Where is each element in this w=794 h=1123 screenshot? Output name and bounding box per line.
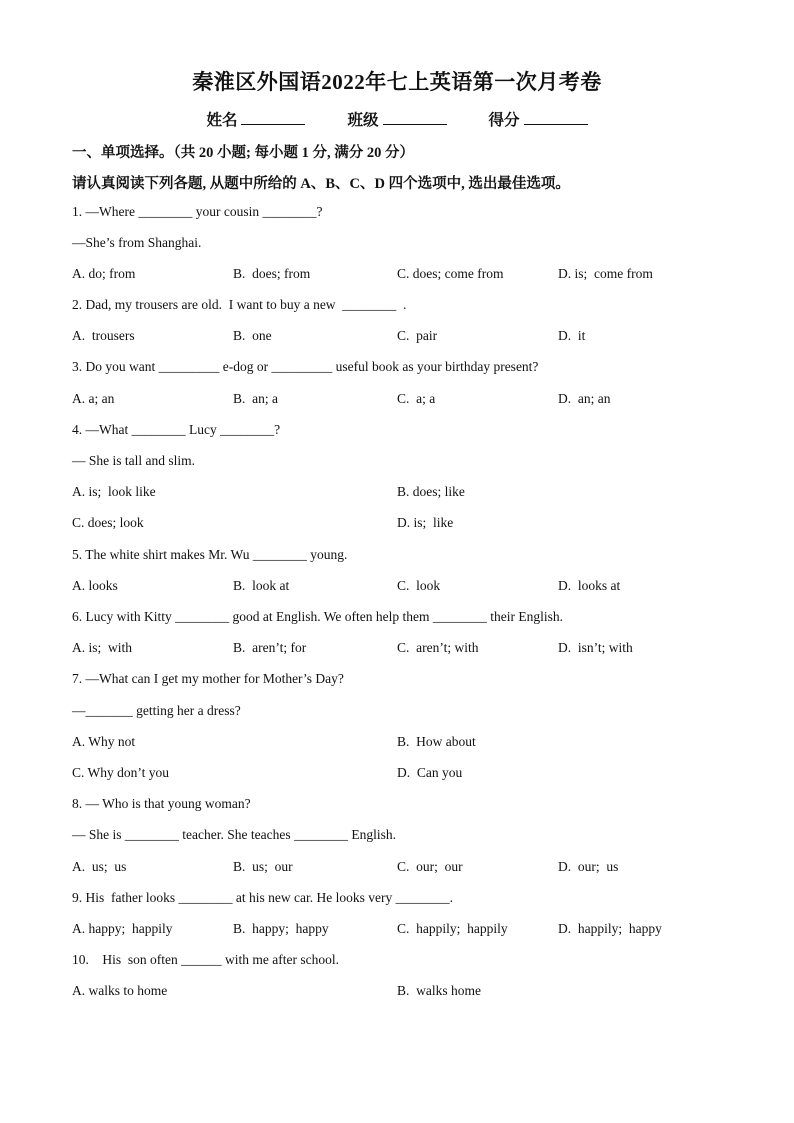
q4-option-c[interactable]: C. does; look — [72, 515, 144, 530]
q5-option-c[interactable]: C. look — [397, 578, 441, 593]
q2-option-b[interactable]: B. one — [233, 328, 272, 343]
page-title: 秦淮区外国语2022年七上英语第一次月考卷 — [192, 70, 602, 94]
q4-option-d[interactable]: D. is; like — [397, 515, 454, 530]
name-field — [206, 108, 305, 130]
student-info — [0, 108, 794, 130]
q3-option-c[interactable]: C. a; a — [397, 391, 436, 406]
q6-option-a[interactable]: A. is; with — [72, 640, 133, 655]
question-1-stem: 1. —Where ________ your cousin ________? — [72, 204, 323, 219]
q6-option-d[interactable]: D. isn’t; with — [558, 640, 633, 655]
class-field — [347, 108, 446, 130]
question-8-answer: — She is ________ teacher. She teaches ________ English. — [72, 827, 396, 842]
q1-option-d[interactable]: D. is; come from — [558, 266, 653, 281]
q8-option-a[interactable]: A. us; us — [72, 859, 127, 874]
score-field — [489, 108, 588, 130]
name-blank[interactable] — [241, 110, 305, 125]
question-8-stem: 8. — Who is that young woman? — [72, 796, 251, 811]
q2-option-d[interactable]: D. it — [558, 328, 586, 343]
q2-option-c[interactable]: C. pair — [397, 328, 438, 343]
question-4-stem: 4. —What ________ Lucy ________? — [72, 422, 281, 437]
question-4-answer: — She is tall and slim. — [72, 453, 195, 468]
question-3-stem: 3. Do you want _________ e-dog or _________ useful book as your birthday present? — [72, 359, 539, 374]
question-6-stem: 6. Lucy with Kitty ________ good at English. We often help them ________ their English. — [72, 609, 563, 624]
q9-option-b[interactable]: B. happy; happy — [233, 921, 329, 936]
q10-option-a[interactable]: A. walks to home — [72, 983, 168, 998]
q6-option-c[interactable]: C. aren’t; with — [397, 640, 479, 655]
question-9-stem: 9. His father looks ________ at his new car. He looks very ________. — [72, 890, 453, 905]
question-10-stem: 10. His son often ______ with me after school. — [72, 952, 339, 967]
class-label: 班级 — [347, 112, 379, 129]
q5-option-a[interactable]: A. looks — [72, 578, 118, 593]
q3-option-d[interactable]: D. an; an — [558, 391, 611, 406]
q7-option-a[interactable]: A. Why not — [72, 734, 136, 749]
question-7-answer: —_______ getting her a dress? — [72, 703, 241, 718]
section-heading: 一、单项选择。（共 20 小题; 每小题 1 分, 满分 20 分） — [72, 145, 414, 161]
q1-option-b[interactable]: B. does; from — [233, 266, 311, 281]
question-1-answer: —She’s from Shanghai. — [72, 235, 202, 250]
name-label: 姓名 — [206, 112, 238, 129]
q4-option-a[interactable]: A. is; look like — [72, 484, 156, 499]
class-blank[interactable] — [383, 110, 447, 125]
score-label: 得分 — [488, 112, 520, 129]
q1-option-a[interactable]: A. do; from — [72, 266, 136, 281]
q4-option-b[interactable]: B. does; like — [397, 484, 465, 499]
question-2-stem: 2. Dad, my trousers are old. I want to buy a new ________ . — [72, 297, 407, 312]
q9-option-d[interactable]: D. happily; happy — [558, 921, 662, 936]
section-instruction: 请认真阅读下列各题, 从题中所给的 A、B、C、D 四个选项中, 选出最佳选项。 — [72, 176, 570, 192]
q9-option-a[interactable]: A. happy; happily — [72, 921, 173, 936]
q3-option-b[interactable]: B. an; a — [233, 391, 278, 406]
q8-option-c[interactable]: C. our; our — [397, 859, 463, 874]
question-7-stem: 7. —What can I get my mother for Mother’s Day? — [72, 671, 344, 686]
question-5-stem: 5. The white shirt makes Mr. Wu ________ young. — [72, 547, 348, 562]
q8-option-d[interactable]: D. our; us — [558, 859, 619, 874]
q5-option-d[interactable]: D. looks at — [558, 578, 621, 593]
score-blank[interactable] — [524, 110, 588, 125]
q10-option-b[interactable]: B. walks home — [397, 983, 481, 998]
q5-option-b[interactable]: B. look at — [233, 578, 290, 593]
q2-option-a[interactable]: A. trousers — [72, 328, 135, 343]
q7-option-c[interactable]: C. Why don’t you — [72, 765, 170, 780]
q7-option-d[interactable]: D. Can you — [397, 765, 463, 780]
q8-option-b[interactable]: B. us; our — [233, 859, 293, 874]
q1-option-c[interactable]: C. does; come from — [397, 266, 504, 281]
q7-option-b[interactable]: B. How about — [397, 734, 476, 749]
q9-option-c[interactable]: C. happily; happily — [397, 921, 508, 936]
q3-option-a[interactable]: A. a; an — [72, 391, 115, 406]
q6-option-b[interactable]: B. aren’t; for — [233, 640, 307, 655]
